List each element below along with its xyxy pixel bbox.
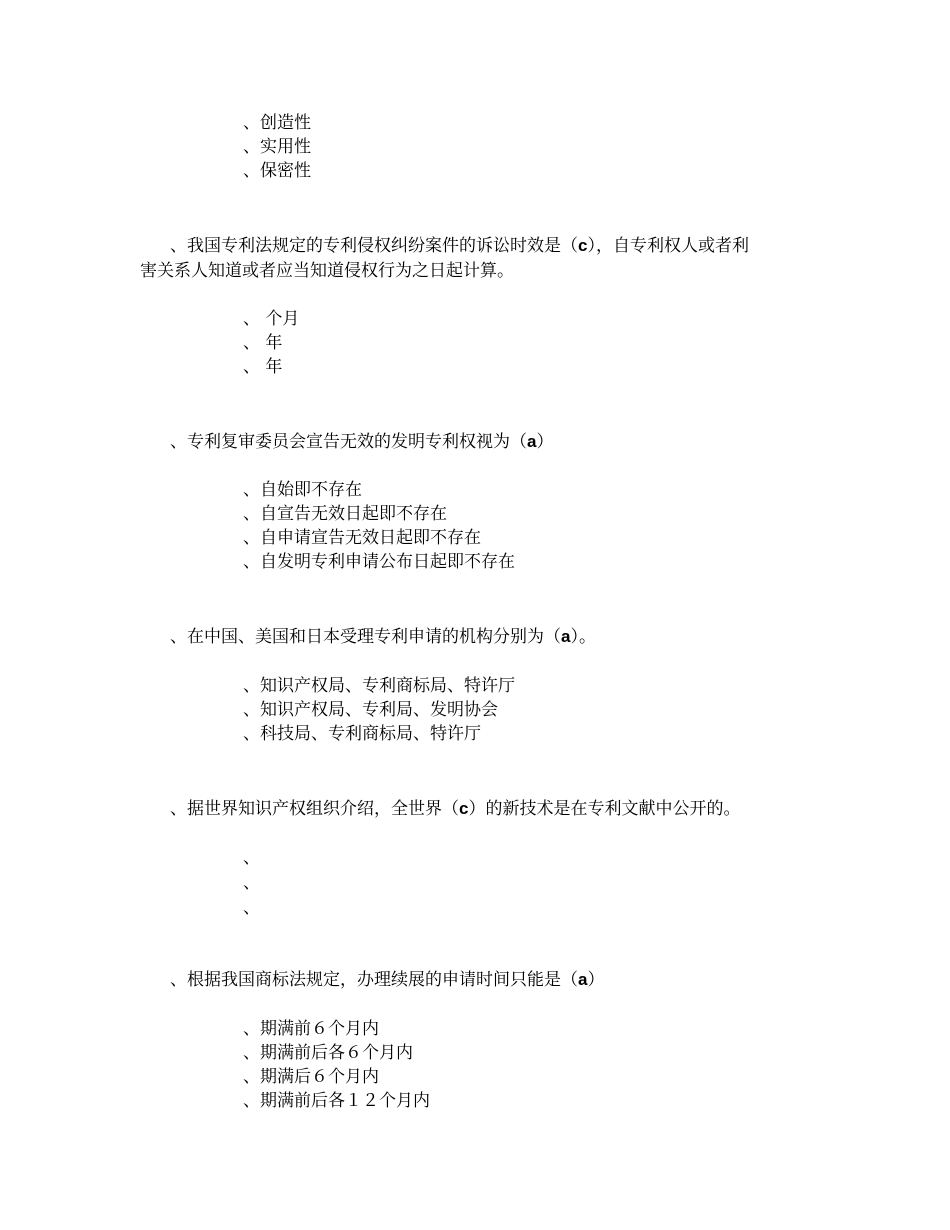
- question-text-after: ）: [536, 432, 554, 452]
- option-item: 、 年: [243, 333, 283, 353]
- answer-letter: a: [561, 627, 571, 646]
- option-item: 、期满前６个月内: [243, 1019, 379, 1039]
- option-item: 、 个月: [243, 309, 300, 329]
- question-text-before: 、据世界知识产权组织介绍，全世界（: [170, 799, 459, 819]
- answer-letter: a: [578, 970, 588, 989]
- option-item: 、自发明专利申请公布日起即不存在: [243, 552, 515, 572]
- answer-letter: a: [527, 432, 537, 451]
- question-5-text: [170, 968, 604, 992]
- question-text-after: ）: [587, 970, 605, 990]
- option-item: 、期满前后各１２个月内: [243, 1091, 430, 1111]
- option-item: 、自申请宣告无效日起即不存在: [243, 528, 481, 548]
- question-text-before: 、我国专利法规定的专利侵权纠纷案件的诉讼时效是（: [170, 236, 578, 256]
- question-4-text: [170, 797, 740, 821]
- option-item: 、: [243, 898, 260, 918]
- option-item: 、保密性: [243, 161, 311, 181]
- question-3-text: [170, 625, 596, 649]
- option-item: 、: [243, 848, 260, 868]
- option-item: 、科技局、专利商标局、特许厅: [243, 724, 481, 744]
- answer-letter: c: [459, 799, 469, 818]
- question-text-before: 、根据我国商标法规定，办理续展的申请时间只能是（: [170, 970, 578, 990]
- option-item: 、 年: [243, 357, 283, 377]
- option-item: 、期满前后各６个月内: [243, 1043, 413, 1063]
- option-item: 、知识产权局、专利商标局、特许厅: [243, 676, 515, 696]
- option-item: 、实用性: [243, 137, 311, 157]
- question-text-after: ），自专利权人或者利: [587, 236, 749, 256]
- question-text-after: ）。: [570, 627, 596, 647]
- question-text-before: 、在中国、美国和日本受理专利申请的机构分别为（: [170, 627, 561, 647]
- question-text-after: ）的新技术是在专利文献中公开的。: [468, 799, 741, 819]
- question-2-text: [170, 430, 553, 454]
- option-item: 、: [243, 873, 260, 893]
- question-1-continuation: 害关系人知道或者应当知道侵权行为之日起计算。: [140, 261, 514, 281]
- option-item: 、创造性: [243, 113, 311, 133]
- answer-letter: c: [578, 236, 588, 255]
- option-item: 、自始即不存在: [243, 480, 362, 500]
- option-item: 、知识产权局、专利局、发明协会: [243, 700, 498, 720]
- option-item: 、期满后６个月内: [243, 1067, 379, 1087]
- question-text-before: 、专利复审委员会宣告无效的发明专利权视为（: [170, 432, 527, 452]
- question-1-text: [170, 234, 749, 258]
- option-item: 、自宣告无效日起即不存在: [243, 504, 447, 524]
